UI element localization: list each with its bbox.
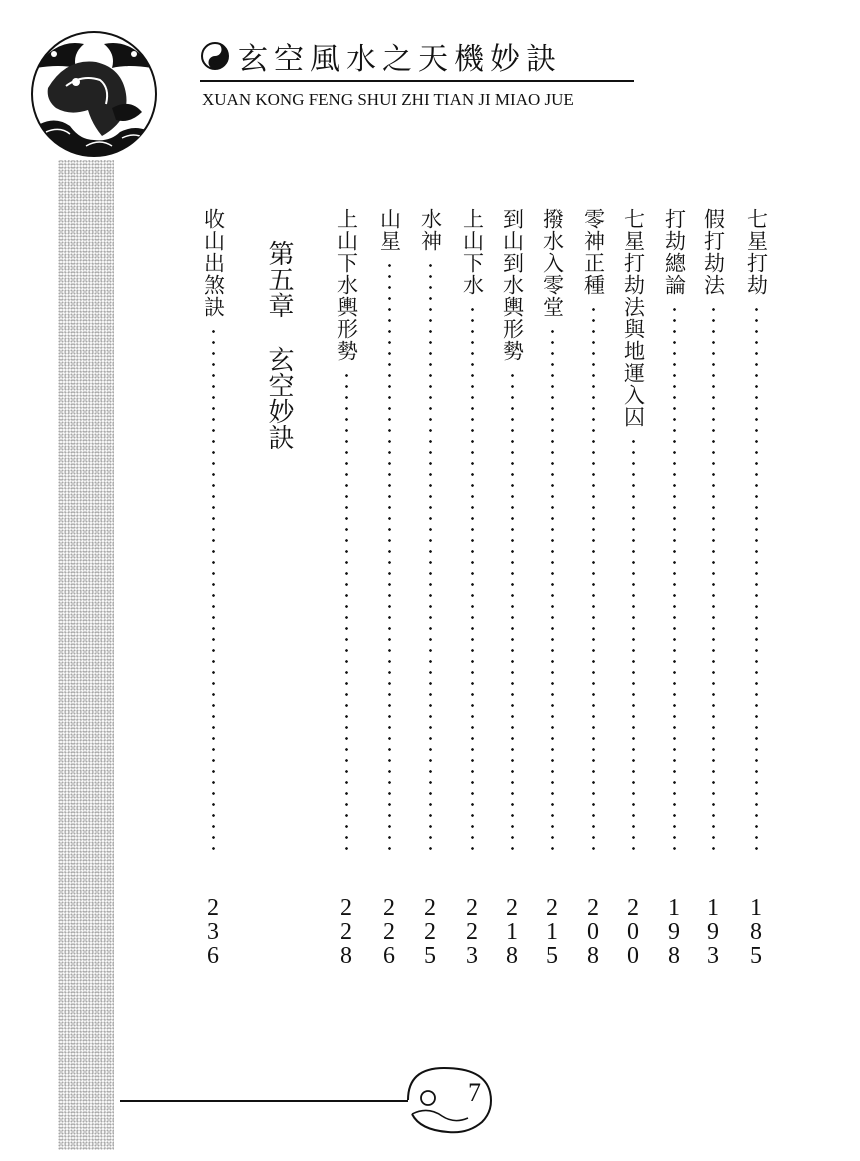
toc-entry [657,208,691,968]
toc-entry [616,208,650,968]
footer-rule [120,1100,408,1102]
dot-leader [592,304,595,854]
dot-leader [471,304,474,854]
toc-entry-title: 上山下水 [460,208,485,296]
dot-leader [673,304,676,854]
dot-leader [551,326,554,854]
book-subtitle: XUAN KONG FENG SHUI ZHI TIAN JI MIAO JUE [202,90,574,109]
dither-border [58,160,114,1150]
toc-entry-page: 2 2 8 [340,895,352,969]
toc-entry-page: 2 2 6 [383,895,395,969]
toc-entry [455,208,489,968]
dot-leader [712,304,715,854]
chapter-name: 玄空妙訣 [264,346,294,450]
toc-entry-page: 2 2 3 [466,895,478,969]
toc-entry-page: 2 1 5 [546,895,558,969]
toc-entry-title: 零神正種 [581,208,606,296]
toc-entry-page: 2 0 8 [587,895,599,969]
toc-entry-page: 2 2 5 [424,895,436,969]
dot-leader [632,436,635,854]
page-number: 7 [468,1078,481,1107]
toc-entry [696,208,730,968]
toc-entry-title: 水神 [418,208,443,252]
header-rule [200,80,634,82]
book-title-text: 玄空風水之天機妙訣 [238,42,562,77]
toc-entry-title: 上山下水輿形勢 [334,208,359,362]
toc-entry [413,208,447,968]
toc-entry-title: 山星 [377,208,402,252]
toc-entry-title: 收山出煞訣 [201,208,226,318]
toc-entry-page: 2 0 0 [627,895,639,969]
toc-entry-title: 假打劫法 [701,208,726,296]
toc-entry [535,208,569,968]
dot-leader [388,260,391,854]
toc-entry-page: 1 9 8 [668,895,680,969]
toc-entry [739,208,773,968]
toc-entry-page: 1 9 3 [707,895,719,969]
yin-yang-icon [200,41,230,71]
toc-entry [576,208,610,968]
dot-leader [755,304,758,854]
chapter-heading [266,240,292,450]
toc-entry-page: 2 1 8 [506,895,518,969]
dot-leader [511,370,514,854]
toc-entry [329,208,363,968]
dot-leader [212,326,215,854]
toc-entry-page: 2 3 6 [207,895,219,969]
dot-leader [429,260,432,854]
yin-yang-swirl-icon [398,1062,518,1136]
toc-entry-title: 七星打劫法與地運入囚 [621,208,646,428]
book-title [200,34,562,78]
toc-entry-title: 打劫總論 [662,208,687,296]
toc-entry-page: 1 8 5 [750,895,762,969]
toc-entry-title: 到山到水輿形勢 [500,208,525,362]
toc-entry [495,208,529,968]
toc-entry [196,208,230,968]
toc-entry-title: 撥水入零堂 [540,208,565,318]
carp-emblem [26,28,162,160]
toc-entry-title: 七星打劫 [744,208,769,296]
dot-leader [345,370,348,854]
chapter-number: 第五章 [264,240,294,318]
toc-entry [372,208,406,968]
